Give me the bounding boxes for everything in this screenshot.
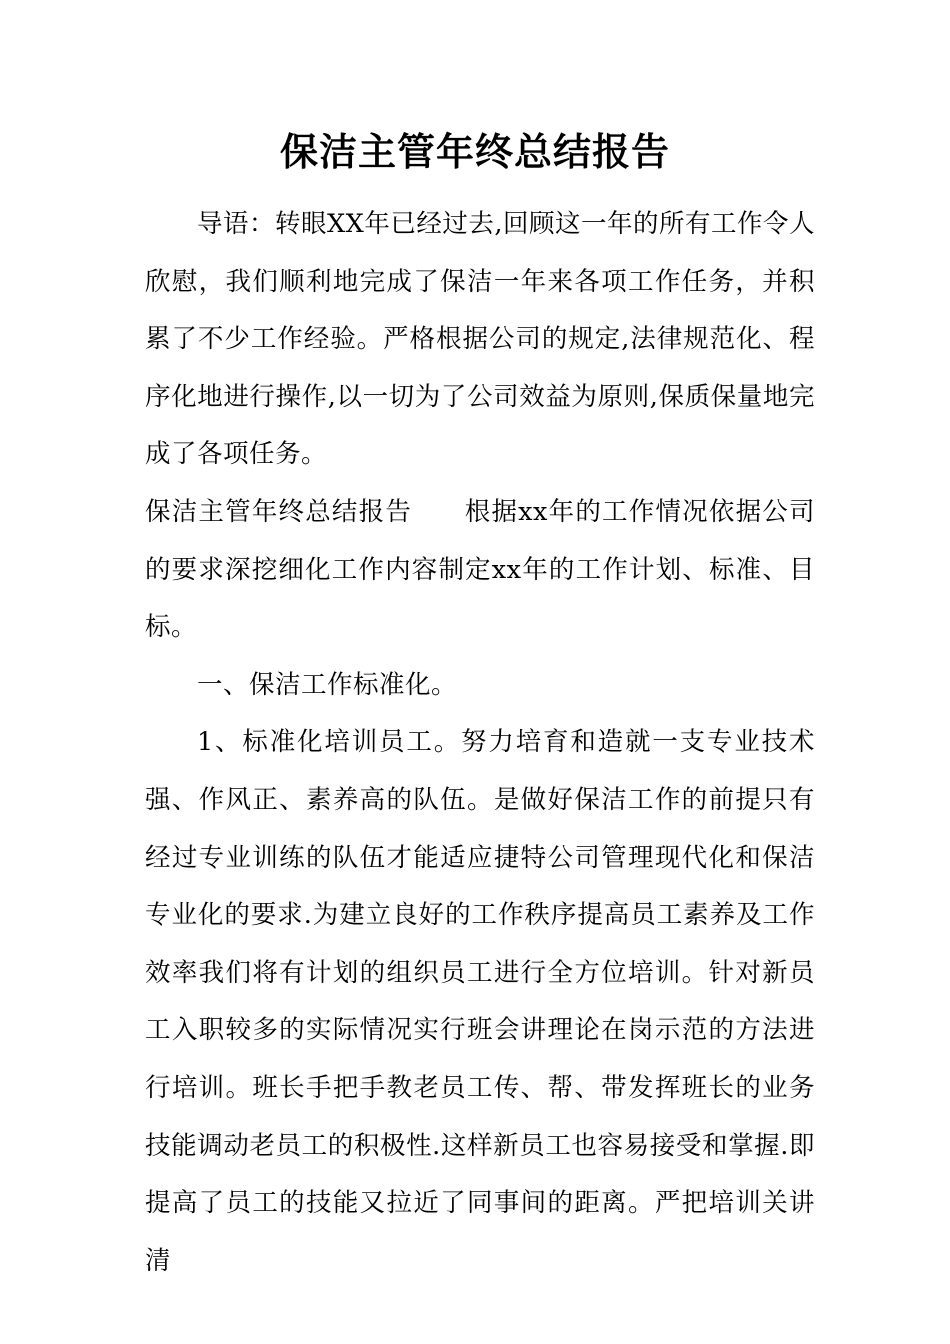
plan-heading: 保洁主管年终总结报告 (145, 496, 413, 527)
item-paragraph: 1、标准化培训员工。努力培育和造就一支专业技术强、作风正、素养高的队伍。是做好保洁工作的前提只有经过专业训练的队伍才能适应捷特公司管理现代化和保洁专业化的要求.为建立良好的工作秩序提高员工素养及工作效率我们将有计划的组织员工进行全方位培训。针对新员工入职较多的实际情况实行班会讲理论在岗示范的方法进行培训。班长手把手教老员工传、帮、带发挥班长的业务技能调动老员工的积极性.这样新员工也容易接受和掌握.即提高了员工的技能又拉近了同事间的距离。严把培训关讲清 (145, 727, 815, 1276)
plan-text: 根据xx年的工作情况依据公司的要求深挖细化工作内容制定xx年的工作计划、标准、目标。 (145, 496, 815, 643)
document-title: 保洁主管年终总结报告 (279, 129, 670, 174)
document-body (145, 196, 815, 1290)
section-heading: 一、保洁工作标准化。 (197, 669, 458, 700)
plan-paragraph (145, 484, 815, 657)
intro-paragraph: 导语：转眼XX年已经过去,回顾这一年的所有工作令人欣慰，我们顺利地完成了保洁一年来各项工作任务，并积累了不少工作经验。严格根据公司的规定,法律规范化、程序化地进行操作,以一切为了公司效益为原则,保质保量地完成了各项任务。 (145, 209, 815, 470)
